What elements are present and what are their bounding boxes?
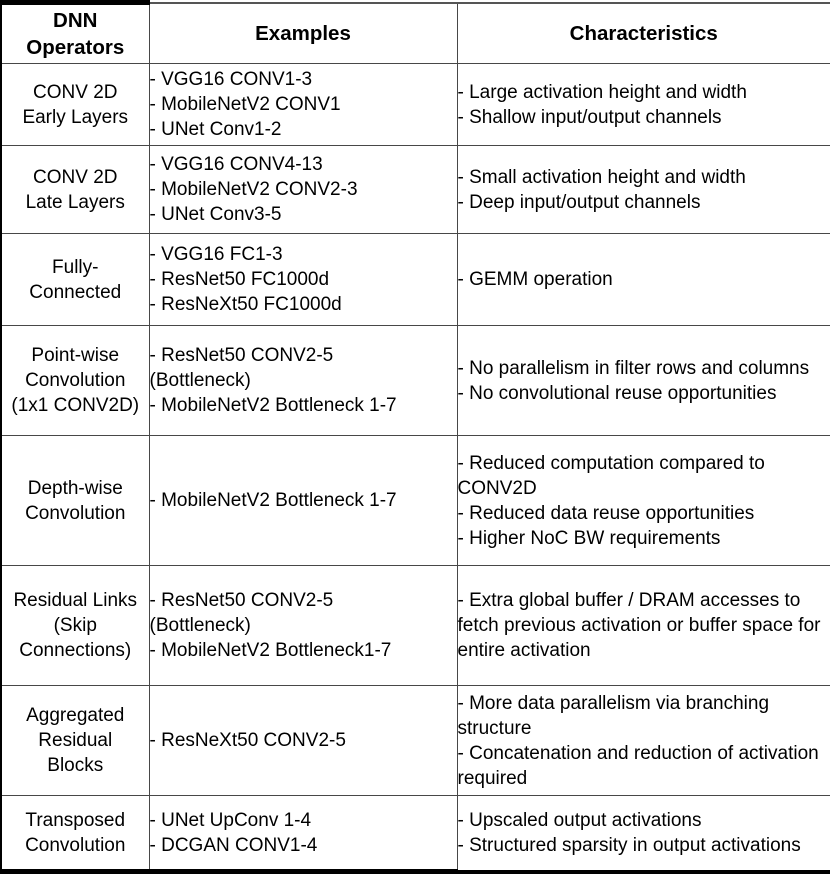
- characteristic-item: - Concatenation and reduction of activation required: [458, 741, 830, 791]
- operator-cell: [1, 146, 149, 234]
- example-item: - ResNet50 CONV2-5: [150, 588, 457, 613]
- examples-cell: [149, 436, 457, 566]
- operator-line: Residual Links: [2, 588, 149, 613]
- operator-line: Connections): [2, 638, 149, 663]
- operator-cell: [1, 436, 149, 566]
- characteristic-item: - Extra global buffer / DRAM accesses to fetch previous activation or buffer space for entire activation: [458, 588, 830, 663]
- characteristic-item: - Shallow input/output channels: [458, 105, 830, 130]
- example-item: - UNet Conv3-5: [150, 202, 457, 227]
- table-row-fully-connected: [1, 234, 830, 326]
- table-row-conv2d-early: [1, 64, 830, 146]
- examples-cell: [149, 566, 457, 686]
- operator-line: Connected: [2, 280, 149, 305]
- operator-line: (Skip: [2, 613, 149, 638]
- characteristic-item: - No convolutional reuse opportunities: [458, 381, 830, 406]
- example-item: - ResNet50 CONV2-5: [150, 343, 457, 368]
- operator-cell: [1, 326, 149, 436]
- operator-cell: [1, 796, 149, 872]
- characteristic-item: - Deep input/output channels: [458, 190, 830, 215]
- operator-cell: [1, 566, 149, 686]
- example-item: - MobileNetV2 CONV1: [150, 92, 457, 117]
- operator-line: Fully-: [2, 255, 149, 280]
- table-row-residual-links: [1, 566, 830, 686]
- operator-cell: [1, 686, 149, 796]
- table-row-depthwise-conv: [1, 436, 830, 566]
- column-header-examples: Examples: [149, 3, 457, 64]
- table-row-pointwise-conv: [1, 326, 830, 436]
- characteristic-item: - More data parallelism via branching structure: [458, 691, 830, 741]
- example-item: (Bottleneck): [150, 613, 457, 638]
- examples-cell: [149, 234, 457, 326]
- operator-line: Convolution: [2, 501, 149, 526]
- examples-cell: [149, 796, 457, 872]
- operator-line: Aggregated: [2, 703, 149, 728]
- operator-line: Blocks: [2, 753, 149, 778]
- characteristics-cell: [457, 796, 830, 872]
- examples-cell: [149, 64, 457, 146]
- characteristic-item: - Small activation height and width: [458, 165, 830, 190]
- examples-cell: [149, 686, 457, 796]
- column-header-characteristics: Characteristics: [457, 3, 830, 64]
- characteristic-item: - No parallelism in filter rows and columns: [458, 356, 830, 381]
- characteristic-item: - GEMM operation: [458, 267, 830, 292]
- example-item: - VGG16 CONV1-3: [150, 67, 457, 92]
- characteristic-item: - Reduced data reuse opportunities: [458, 501, 830, 526]
- examples-cell: [149, 326, 457, 436]
- operator-cell: [1, 234, 149, 326]
- table-row-conv2d-late: [1, 146, 830, 234]
- example-item: - MobileNetV2 Bottleneck 1-7: [150, 393, 457, 418]
- example-item: - DCGAN CONV1-4: [150, 833, 457, 858]
- operator-line: Convolution: [2, 368, 149, 393]
- header-row: [1, 3, 830, 64]
- example-item: - UNet Conv1-2: [150, 117, 457, 142]
- example-item: - VGG16 CONV4-13: [150, 152, 457, 177]
- examples-cell: [149, 146, 457, 234]
- operator-line: Convolution: [2, 833, 149, 858]
- example-item: - MobileNetV2 Bottleneck 1-7: [150, 488, 457, 513]
- table-row-transposed-conv: [1, 796, 830, 872]
- operator-line: Residual: [2, 728, 149, 753]
- operator-line: CONV 2D: [2, 165, 149, 190]
- characteristics-cell: [457, 686, 830, 796]
- characteristic-item: - Upscaled output activations: [458, 808, 830, 833]
- operator-line: Transposed: [2, 808, 149, 833]
- characteristics-cell: [457, 64, 830, 146]
- operator-line: (1x1 CONV2D): [2, 393, 149, 418]
- example-item: - MobileNetV2 CONV2-3: [150, 177, 457, 202]
- operator-cell: [1, 64, 149, 146]
- example-item: - ResNeXt50 CONV2-5: [150, 728, 457, 753]
- example-item: - UNet UpConv 1-4: [150, 808, 457, 833]
- characteristics-cell: [457, 566, 830, 686]
- example-item: - VGG16 FC1-3: [150, 242, 457, 267]
- operator-line: Depth-wise: [2, 476, 149, 501]
- example-item: - MobileNetV2 Bottleneck1-7: [150, 638, 457, 663]
- example-item: (Bottleneck): [150, 368, 457, 393]
- characteristics-cell: [457, 234, 830, 326]
- characteristic-item: - Reduced computation compared to CONV2D: [458, 451, 830, 501]
- example-item: - ResNeXt50 FC1000d: [150, 292, 457, 317]
- operator-line: CONV 2D: [2, 80, 149, 105]
- operator-line: Point-wise: [2, 343, 149, 368]
- column-header-dnn-operators: DNN Operators: [1, 3, 149, 64]
- operator-line: Early Layers: [2, 105, 149, 130]
- characteristic-item: - Higher NoC BW requirements: [458, 526, 830, 551]
- characteristics-cell: [457, 146, 830, 234]
- characteristics-cell: [457, 326, 830, 436]
- example-item: - ResNet50 FC1000d: [150, 267, 457, 292]
- operator-line: Late Layers: [2, 190, 149, 215]
- characteristics-cell: [457, 436, 830, 566]
- characteristic-item: - Structured sparsity in output activations: [458, 833, 830, 858]
- characteristic-item: - Large activation height and width: [458, 80, 830, 105]
- table-row-aggregated-residual: [1, 686, 830, 796]
